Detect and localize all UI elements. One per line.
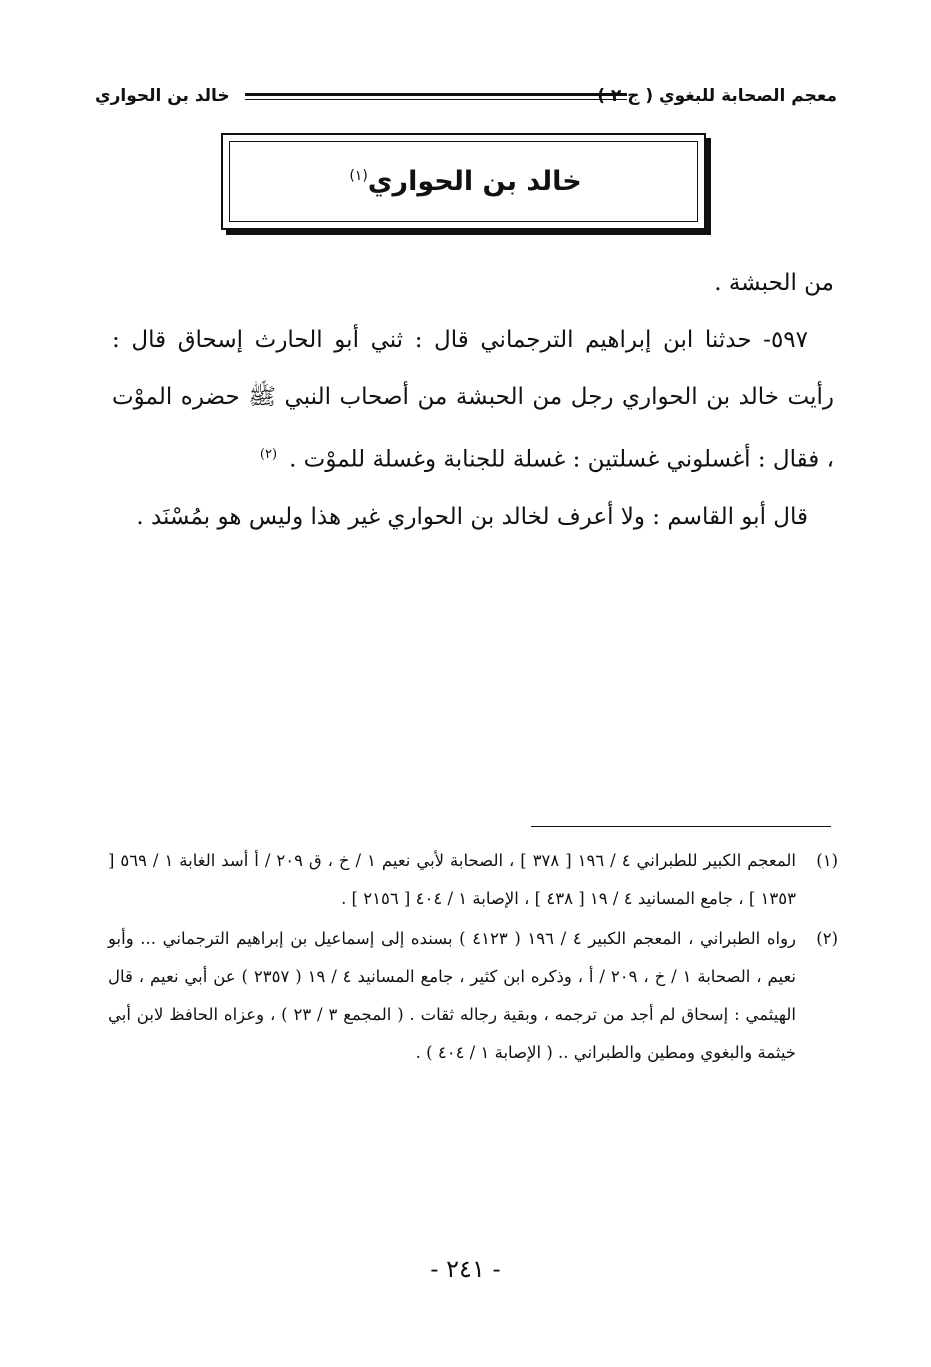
title-footnote-ref: (١) (349, 168, 368, 184)
header-rule (245, 93, 627, 100)
running-header (95, 80, 837, 114)
book-title: معجم الصحابة للبغوي ( ج ٢ ) (597, 86, 837, 106)
footnote-separator (531, 826, 831, 827)
paragraph-comment: قال أبو القاسم : ولا أعرف لخالد بن الحواري غير هذا وليس هو بمُسْنَد . (136, 503, 808, 530)
footnote-number: (١) (816, 851, 838, 870)
chapter-title-text: خالد بن الحواري (367, 166, 582, 197)
hadith-text: ٥٩٧- حدثنا ابن إبراهيم الترجماني قال : ثني أبو الحارث إسحاق قال : رأيت خالد بن الحواري رجل من الحبشة من أصحاب النبي ﷺ حضره الموْت ، فقال : أغسلوني غسلتين : غسلة للجنابة وغسلة للموْت . (112, 327, 834, 473)
chapter-title-frame (221, 133, 706, 230)
chapter-title-inner-frame (229, 141, 698, 222)
footnotes (108, 842, 838, 1074)
footnote-number: (٢) (816, 929, 838, 948)
footnote-item (108, 842, 838, 918)
footnote-item (108, 920, 838, 1072)
paragraph-hadith (112, 312, 834, 489)
hadith-footnote-ref: (٢) (259, 447, 278, 462)
paragraph-intro: من الحبشة . (714, 270, 834, 296)
chapter-title (345, 166, 581, 197)
footnote-text: رواه الطبراني ، المعجم الكبير ٤ / ١٩٦ ( ٤١٢٣ ) بسنده إلى إسماعيل بن إبراهيم الترجماني ... وأبو نعيم ، الصحابة ١ / خ ، ٢٠٩ / أ ، وذكره ابن كثير ، جامع المسانيد ٤ / ١٩ ( ٢٣٥٧ ) عن أبي نعيم ، قال الهيثمي : إسحاق لم أجد من ترجمه ، وبقية رجاله ثقات . ( المجمع ٣ / ٢٣ ) ، وعزاه الحافظ لابن أبي خيثمة والبغوي ومطين والطبراني .. ( الإصابة ١ / ٤٠٤ ) . (108, 929, 797, 1062)
page-number: - ٢٤١ - (430, 1255, 501, 1283)
main-text (112, 255, 834, 546)
footnote-text: المعجم الكبير للطبراني ٤ / ١٩٦ [ ٣٧٨ ] ، الصحابة لأبي نعيم ١ / خ ، ق ٢٠٩ / أ أسد الغابة ١ / ٥٦٩ [ ١٣٥٣ ] ، جامع المسانيد ٤ / ١٩ [ ٤٣٨ ] ، الإصابة ١ / ٤٠٤ [ ٢١٥٦ ] . (108, 851, 796, 908)
section-title: خالد بن الحواري (95, 86, 230, 106)
